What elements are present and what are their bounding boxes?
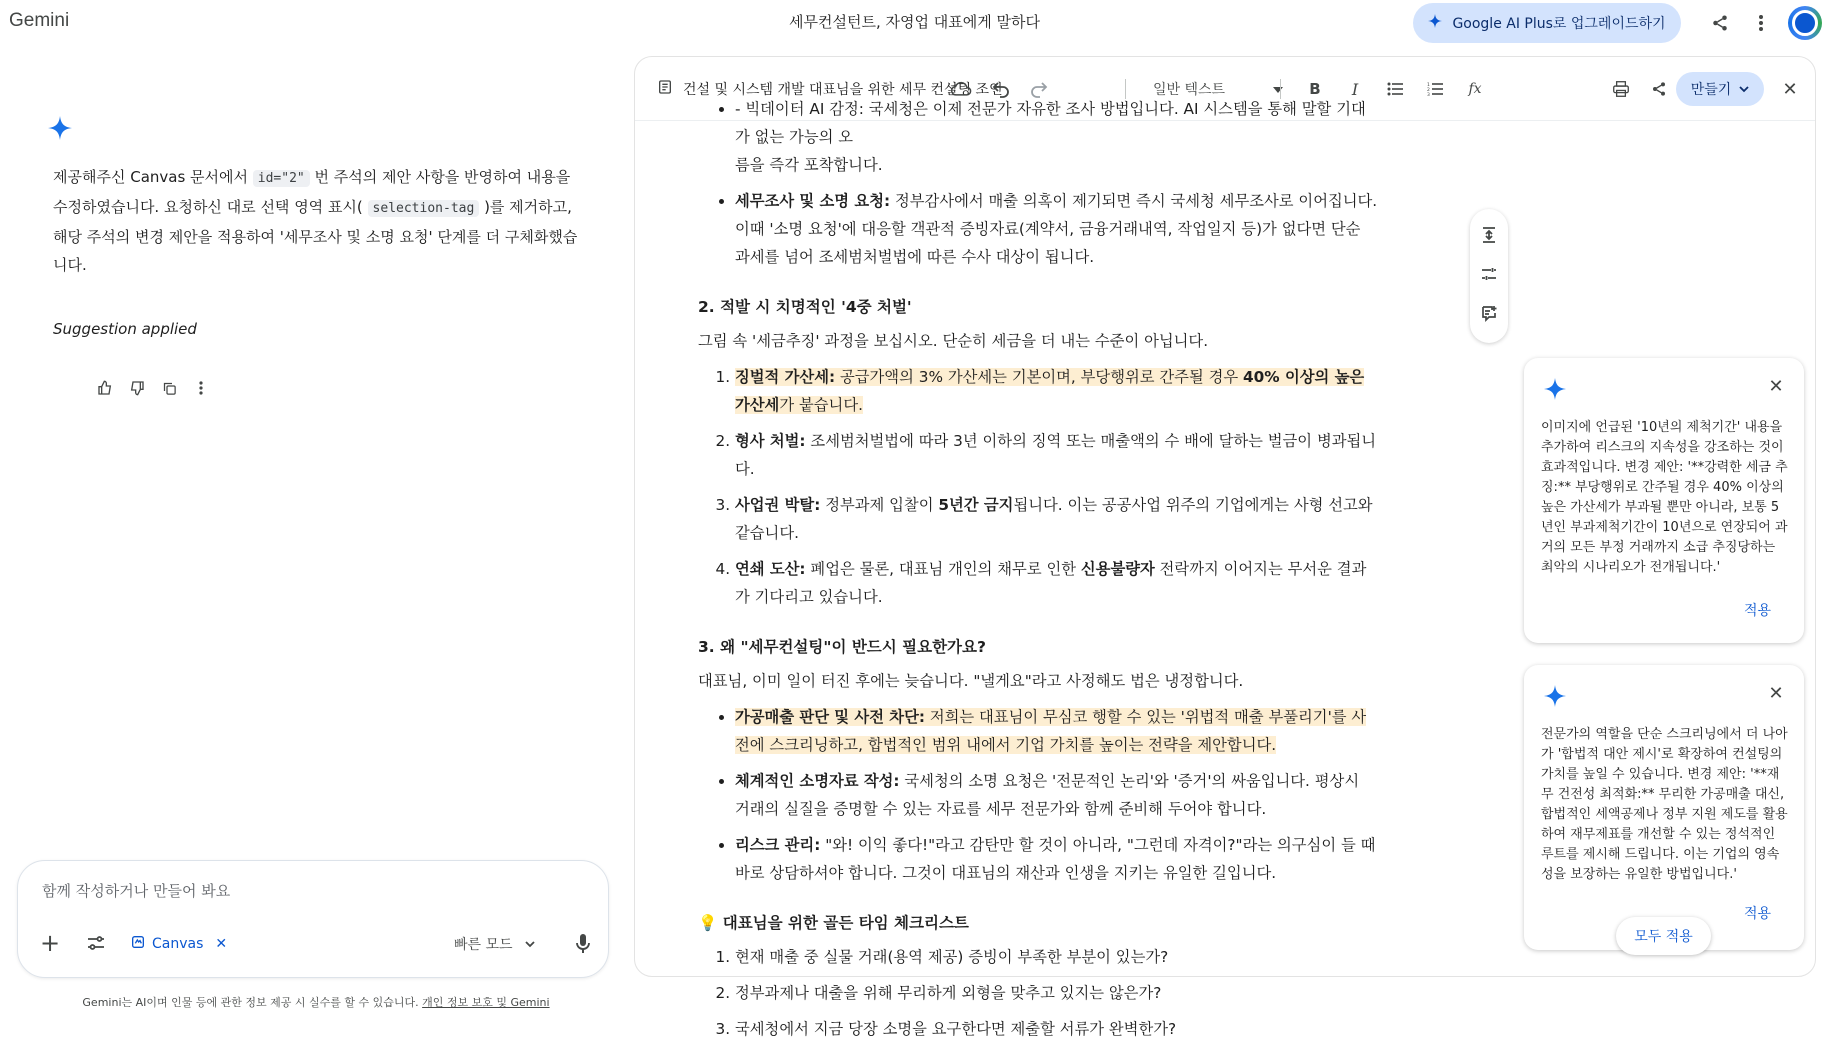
adjust-icon[interactable] — [1481, 266, 1497, 285]
svg-text:1: 1 — [1427, 83, 1430, 88]
suggestion-text: 전문가의 역할을 단순 스크리닝에서 더 나아가 '합법적 대안 제시'로 확장하여 컨설팅의 가치를 높일 수 있습니다. 변경 제안: '**재무 건전성 최적화:** 무리한 가공매출 대신, 합법적인 세액공제나 정부 지원 제도를 활용하여 재무제표를 개선할 수 있는 정석적인 루트를 제시해 드립니다. 이는 기업의 영속성을 보장하는 유일한 방법입니다.' — [1541, 727, 1788, 882]
bold-text: 세무조사 및 소명 요청: — [735, 192, 891, 210]
response-text: )를 제거하고, 해당 주석의 변경 제안을 적용하여 '세무조사 및 소명 요청' 단계를 더 구체화했습니다. — [53, 198, 578, 274]
apply-button[interactable]: 적용 — [1743, 603, 1771, 619]
italic-icon[interactable]: I — [1351, 79, 1359, 99]
clear-formatting-icon[interactable]: fx — [1468, 81, 1482, 97]
list-item — [735, 491, 1378, 547]
list-item: 1. 현재 매출 중 실물 거래(용역 제공) 증빙이 부족한 부분이 있는가? — [735, 943, 1378, 971]
paragraph: 그림 속 '세금추징' 과정을 보십시오. 단순히 세금을 더 내는 수준이 아닙니다. — [698, 332, 1209, 350]
gemini-sparkle-icon — [1544, 378, 1566, 404]
gemini-sparkle-icon — [48, 116, 72, 144]
paragraph-text: - 빅데이터 AI 감정: 국세청은 이제 전문가 자유한 조사 방법입니다. AI 시스템을 통해 말할 기대가 없는 가능의 오 — [735, 100, 1366, 146]
bold-text: 징벌적 가산세: — [735, 368, 836, 386]
bold-text: 체계적인 소명자료 작성: — [735, 772, 900, 790]
sparkle-icon — [1428, 14, 1442, 32]
copy-icon[interactable] — [158, 377, 180, 399]
paragraph-text: 정부과제 입찰이 — [820, 496, 939, 514]
paragraph-text: 국세청의 소명 요청은 '전문적인 논리'와 '증거'의 싸움입니다. 평상시 거래의 실질을 증명할 수 있는 자료를 세무 전문가와 함께 준비해 두어야 합니다. — [735, 772, 1360, 818]
thumbs-up-icon[interactable] — [94, 377, 116, 399]
top-bar — [0, 0, 1829, 48]
bold-text: 5년간 금지 — [938, 496, 1014, 514]
list-item — [735, 703, 1378, 759]
paragraph-text: 폐업은 물론, 대표님 개인의 채무로 인한 — [805, 560, 1081, 578]
close-icon[interactable]: ✕ — [1782, 78, 1798, 100]
apply-button[interactable]: 적용 — [1743, 906, 1771, 922]
highlighted-text — [735, 708, 1366, 754]
paragraph-text: 전락까지 이어지는 무서운 결과가 기다리고 있습니다. — [735, 560, 1367, 606]
list-item — [735, 427, 1378, 483]
canvas-chip-label: Canvas — [152, 936, 204, 952]
suggestion-card — [1524, 665, 1804, 950]
avatar[interactable] — [1788, 6, 1822, 40]
svg-text:3: 3 — [1427, 93, 1430, 98]
bold-text: 신용불량자 — [1080, 560, 1155, 578]
close-icon[interactable]: ✕ — [1768, 375, 1784, 397]
response-actions — [94, 377, 212, 399]
bold-text: 사업권 박탈: — [735, 496, 821, 514]
paragraph-text: 저희는 대표님이 무심코 행할 수 있는 '위법적 매출 부풀리기'를 사전에 스크리닝하고, 합법적인 범위 내에서 기업 가치를 높이는 전략을 제안합니다. — [735, 708, 1367, 754]
list-item — [735, 363, 1378, 419]
chevron-down-icon — [525, 936, 535, 952]
upgrade-button[interactable] — [1413, 3, 1681, 43]
gemini-sparkle-icon — [1544, 685, 1566, 711]
suggestion-text: 이미지에 언급된 '10년의 제척기간' 내용을 추가하여 리스크의 지속성을 강조하는 것이 효과적입니다. 변경 제안: '**강력한 세금 추징:** 부당행위로 간주될 경우 40% 이상의 높은 가산세가 부과될 뿐만 아니라, 보통 5년인 부과제척기간이 10년으로 연장되어 과거의 모든 부정 거래까지 소급 추징당하는 최악의 시나리오가 전개됩니다.' — [1541, 420, 1788, 575]
print-icon[interactable] — [1605, 73, 1637, 105]
apply-all-button[interactable]: 모두 적용 — [1616, 917, 1711, 955]
prompt-input[interactable]: 함께 작성하거나 만들어 봐요 — [42, 882, 231, 900]
share-icon[interactable] — [1704, 7, 1736, 39]
section-heading: 2. 적발 시 치명적인 '4중 처벌' — [698, 298, 912, 316]
section-heading-text: 대표님을 위한 골든 타임 체크리스트 — [722, 914, 969, 932]
app-brand[interactable]: Gemini — [9, 10, 70, 31]
mode-selector[interactable] — [454, 934, 535, 954]
suggestion-applied-note: Suggestion applied — [53, 320, 197, 338]
document-content[interactable] — [698, 95, 1378, 1051]
disclaimer-text: Gemini는 AI이며 인물 등에 관한 정보 제공 시 실수를 할 수 있습니다. — [82, 996, 423, 1009]
add-comment-icon[interactable] — [1481, 305, 1497, 325]
paragraph-text: 조세범처벌법에 따라 3년 이하의 징역 또는 매출액의 수 배에 달하는 벌금이 병과됩니다. — [735, 432, 1377, 478]
inline-code: id="2" — [253, 170, 310, 187]
close-icon[interactable]: ✕ — [1768, 682, 1784, 704]
bold-text: 리스크 관리: — [735, 836, 821, 854]
list-item — [735, 767, 1378, 823]
canvas-chip[interactable] — [130, 929, 227, 959]
document-icon — [657, 79, 673, 99]
floating-edit-tools — [1470, 209, 1508, 343]
chevron-down-icon — [1739, 81, 1749, 97]
add-icon[interactable]: + — [39, 929, 61, 957]
close-icon[interactable]: ✕ — [215, 936, 228, 952]
bold-icon[interactable]: B — [1309, 80, 1321, 98]
ai-response — [53, 163, 585, 279]
bold-text: 가공매출 판단 및 사전 차단: — [735, 708, 925, 726]
more-vert-icon[interactable] — [190, 377, 212, 399]
make-button[interactable] — [1676, 72, 1764, 106]
expand-vertical-icon[interactable] — [1482, 227, 1496, 247]
more-vert-icon[interactable] — [1745, 7, 1777, 39]
paragraph-text: 가 붙습니다. — [779, 396, 863, 414]
thumbs-down-icon[interactable] — [126, 377, 148, 399]
disclaimer — [0, 994, 632, 1010]
paragraph: 대표님, 이미 일이 터진 후에는 늦습니다. "낼게요"라고 사정해도 법은 냉정합니다. — [698, 672, 1244, 690]
list-item: 2. 정부과제나 대출을 위해 무리하게 외형을 맞추고 있지는 않은가? — [735, 979, 1378, 1007]
lightbulb-icon: 💡 — [698, 914, 718, 932]
paragraph-text: 름을 즉각 포착합니다. — [735, 156, 883, 174]
conversation-title[interactable]: 세무컨설턴트, 자영업 대표에게 말하다 — [789, 13, 1040, 31]
section-heading: 3. 왜 "세무컨설팅"이 반드시 필요한가요? — [698, 638, 986, 656]
section-heading — [698, 909, 1378, 937]
microphone-icon[interactable] — [568, 929, 598, 959]
mode-label: 빠른 모드 — [454, 937, 513, 953]
highlighted-text — [735, 368, 1364, 414]
text-style-label: 일반 텍스트 — [1153, 82, 1226, 98]
svg-text:2: 2 — [1427, 88, 1430, 93]
bold-text: 형사 처벌: — [735, 432, 806, 450]
tools-icon[interactable] — [84, 931, 108, 955]
list-item — [735, 831, 1378, 887]
paragraph-text: 정부감사에서 매출 의혹이 제기되면 즉시 국세청 세무조사로 이어집니다. 이때 '소명 요청'에 대응할 객관적 증빙자료(계약서, 금융거래내역, 작업일지 등)가 없다면 단순 과세를 넘어 조세범처벌법에 따른 수사 대상이 됩니다. — [735, 192, 1378, 266]
share-icon[interactable] — [1643, 73, 1675, 105]
privacy-link[interactable]: 개인 정보 보호 및 Gemini — [422, 996, 550, 1009]
paragraph-text: "와! 이익 좋다!"라고 감탄만 할 것이 아니라, "그런데 자격이?"라는 의구심이 들 때 바로 상담하셔야 합니다. 그것이 대표님의 재산과 인생을 지키는 유일한 길입니다. — [735, 836, 1376, 882]
list-item: 3. 국세청에서 지금 당장 소명을 요구한다면 제출할 서류가 완벽한가? — [735, 1015, 1378, 1043]
bulleted-list-icon[interactable] — [1379, 73, 1411, 105]
list-item — [735, 95, 1378, 179]
list-item — [735, 555, 1378, 611]
canvas-icon — [130, 934, 146, 954]
numbered-list-icon[interactable] — [1419, 73, 1451, 105]
response-text: 번 주석의 제안 사항을 반영하여 내용을 수정하였습니다. 요청하신 대로 선택 영역 표시( — [53, 168, 571, 216]
document-title-text: 건설 및 시스템 개발 대표님을 위한 세무 컨설팅 조언 — [683, 82, 1003, 98]
list-item — [735, 187, 1378, 271]
paragraph-text: 됩니다. 이는 공공사업 위주의 기업에게는 사형 선고와 같습니다. — [735, 496, 1373, 542]
paragraph-text: 공급가액의 3% 가산세는 기본이며, 부당행위로 간주될 경우 — [835, 368, 1244, 386]
bold-text: 연쇄 도산: — [735, 560, 806, 578]
prompt-composer[interactable] — [17, 860, 609, 978]
upgrade-label: Google AI Plus로 업그레이드하기 — [1452, 16, 1666, 32]
inline-code: selection-tag — [368, 200, 480, 217]
response-text: 제공해주신 Canvas 문서에서 — [53, 168, 253, 186]
suggestion-card — [1524, 358, 1804, 643]
make-label: 만들기 — [1690, 82, 1732, 98]
bold-text: 40% 이상의 높은 가산세 — [735, 368, 1365, 414]
